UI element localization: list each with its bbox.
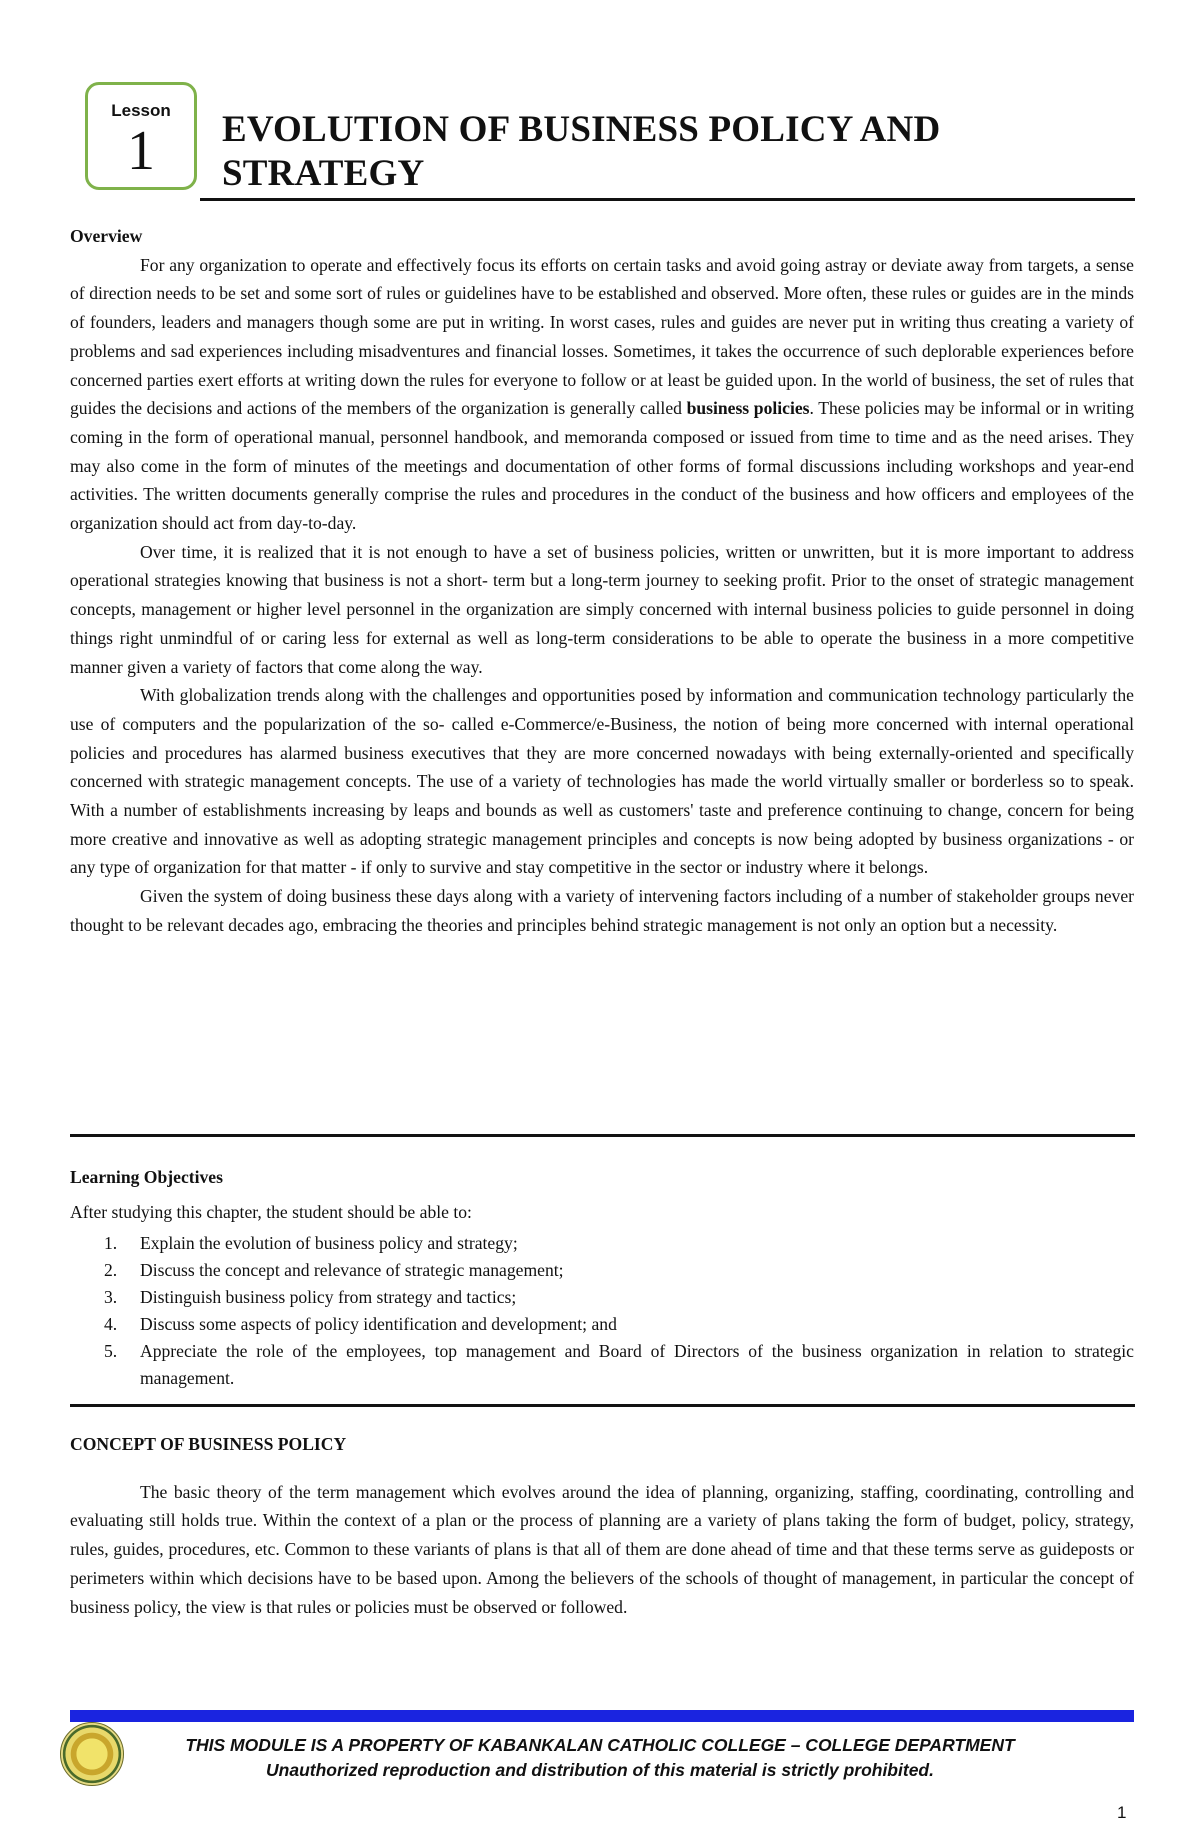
footer-warning-line: Unauthorized reproduction and distribution of this material is strictly prohibited. [266, 1760, 934, 1780]
overview-paragraph-2: Over time, it is realized that it is not enough to have a set of business policies, written or unwritten, but it is more important to address operational strategies knowing that business is not a short- term but a long-term journey to seeking profit. Prior to the onset of strategic management concepts, management or higher level personnel in the organization are simply concerned with internal business policies to guide personnel in doing things right unmindful of or caring less for external as well as long-term considerations to be able to operate the business in a more competitive manner given a variety of factors that come along the way. [70, 541, 1134, 677]
list-item-text: Discuss the concept and relevance of strategic management; [140, 1260, 564, 1281]
overview-section [70, 222, 1134, 940]
footer-notice [0, 1733, 1200, 1783]
list-item-text: Discuss some aspects of policy identification and development; and [140, 1314, 617, 1335]
list-item-number: 2. [104, 1260, 118, 1281]
business-policies-term: business policies [686, 398, 810, 419]
list-item-number: 1. [104, 1233, 118, 1254]
objectives-list [70, 1230, 1134, 1392]
overview-paragraph-4: Given the system of doing business these days along with a variety of intervening factors including of a number of stakeholder groups never thought to be relevant decades ago, embracing the theories and principles behind strategic management is not only an option but a necessity. [70, 886, 1134, 935]
list-item-text: Explain the evolution of business policy and strategy; [140, 1233, 518, 1254]
list-item-number: 4. [104, 1314, 118, 1335]
concept-paragraph-1: The basic theory of the term management which evolves around the idea of planning, organizing, staffing, coordinating, controlling and evaluating still holds true. Within the context of a plan or the process of planning are a variety of plans taking the form of budget, policy, strategy, rules, guides, procedures, etc. Common to these variants of plans is that all of them are done ahead of time and that these terms serve as guideposts or perimeters within which decisions have to be based upon. Among the believers of the schools of thought of management, in particular the concept of business policy, the view is that rules or policies must be observed or followed. [70, 1481, 1134, 1617]
overview-paragraph-3: With globalization trends along with the challenges and opportunities posed by information and communication technology particularly the use of computers and the popularization of the so- called e-Commerce/e-Business, the notion of being more concerned with internal operational policies and procedures has alarmed business executives that they are more concerned nowadays with being externally-oriented and specifically concerned with strategic management concepts. The use of a variety of technologies has made the world virtually smaller or borderless so to speak. With a number of establishments increasing by leaps and bounds as well as customers' taste and preference continuing to change, concern for being more creative and innovative as well as adopting strategic management principles and concepts is now being adopted by business organizations - or any type of organization for that matter - if only to survive and stay competitive in the sector or industry where it belongs. [70, 685, 1134, 878]
page-title [222, 108, 1122, 196]
footer-property-line: THIS MODULE IS A PROPERTY OF KABANKALAN CATHOLIC COLLEGE – COLLEGE DEPARTMENT [185, 1735, 1015, 1755]
overview-p1-text-b: . These policies may be informal or in writing coming in the form of operational manual, personnel handbook, and memoranda composed or issued from time to time and as the need arises. They may also come in the form of minutes of the meetings and documentation of other forms of formal discussions including workshops and year-end activities. The written documents generally comprise the rules and procedures in the conduct of the business and how officers and employees of the organization should act from day-to-day. [70, 398, 1134, 534]
header-divider [200, 198, 1135, 201]
list-item [70, 1311, 1134, 1338]
objectives-section [70, 1163, 1134, 1392]
list-item [70, 1284, 1134, 1311]
list-item-number: 3. [104, 1287, 118, 1308]
lesson-badge [85, 82, 197, 190]
list-item [70, 1338, 1134, 1392]
lesson-number: 1 [127, 120, 155, 182]
objectives-heading: Learning Objectives [70, 1167, 223, 1187]
concept-heading: CONCEPT OF BUSINESS POLICY [70, 1434, 347, 1454]
page-number: 1 [1117, 1803, 1127, 1822]
list-item-text: Distinguish business policy from strategy and tactics; [140, 1287, 517, 1308]
list-item-text: Appreciate the role of the employees, top management and Board of Directors of the business organization in relation to strategic management. [140, 1341, 1134, 1389]
concept-section [70, 1430, 1134, 1621]
list-item-number: 5. [104, 1341, 118, 1362]
section-divider-2 [70, 1404, 1135, 1407]
overview-p1-text-a: For any organization to operate and effectively focus its efforts on certain tasks and avoid going astray or deviate away from targets, a sense of direction needs to be set and some sort of rules or guidelines have to be established and observed. More often, these rules or guides are in the minds of founders, leaders and managers though some are put in writing. In worst cases, rules and guides are never put in writing thus creating a variety of problems and sad experiences including misadventures and financial losses. Sometimes, it takes the occurrence of such deplorable experiences before concerned parties exert efforts at writing down the rules for everyone to follow or at least be guided upon. In the world of business, the set of rules that guides the decisions and actions of the members of the organization is generally called [70, 254, 1134, 419]
overview-paragraph-1 [70, 251, 1134, 538]
lesson-label: Lesson [111, 101, 171, 120]
objectives-intro: After studying this chapter, the student should be able to: [70, 1201, 472, 1222]
title-line-1: EVOLUTION OF BUSINESS POLICY AND [222, 109, 941, 150]
section-divider-1 [70, 1134, 1135, 1137]
overview-heading: Overview [70, 226, 143, 246]
list-item [70, 1257, 1134, 1284]
list-item [70, 1230, 1134, 1257]
footer-bar [70, 1710, 1134, 1722]
title-line-2: STRATEGY [222, 153, 425, 194]
